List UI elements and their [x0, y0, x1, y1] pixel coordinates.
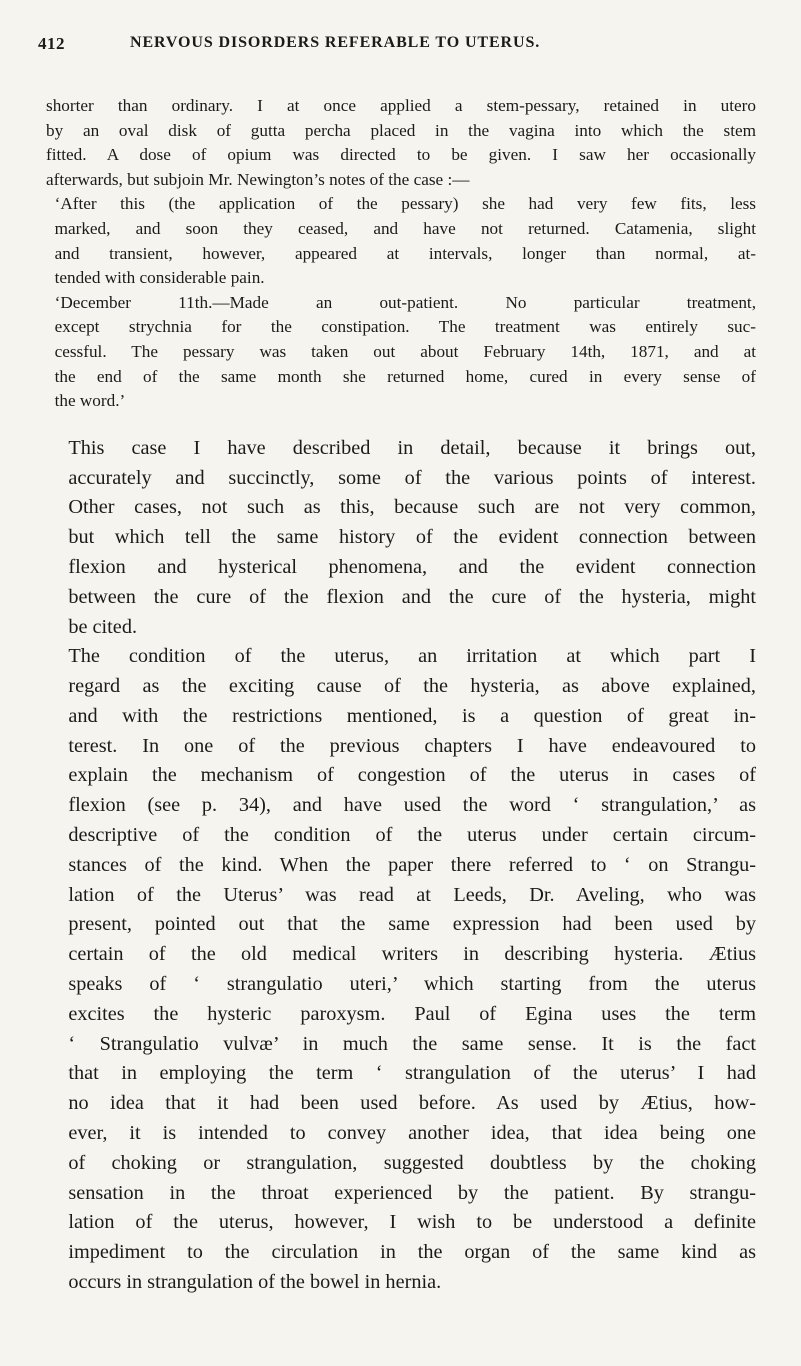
book-page: [38, 34, 756, 1298]
text-line: This case I have described in detail, because it brings out,: [68, 436, 756, 459]
text-line: stances of the kind. When the paper there referred to ‘ on Strangu-: [68, 853, 756, 876]
text-line: descriptive of the condition of the uterus under certain circum-: [68, 824, 756, 847]
text-line: occurs in strangulation of the bowel in hernia.: [68, 1271, 442, 1294]
text-line: excites the hysteric paroxysm. Paul of Egina uses the term: [68, 1002, 756, 1025]
text-line: flexion (see p. 34), and have used the word ‘ strangulation,’ as: [68, 794, 756, 817]
text-line: fitted. A dose of opium was directed to be given. I saw her occasionally: [46, 145, 756, 165]
running-title: NERVOUS DISORDERS REFERABLE TO UTERUS.: [130, 34, 541, 51]
text-line: that in employing the term ‘ strangulation of the uterus’ I had: [68, 1062, 756, 1085]
text-line: regard as the exciting cause of the hysteria, as above explained,: [68, 675, 756, 698]
text-line: and with the restrictions mentioned, is a question of great in-: [68, 704, 756, 727]
text-line: be cited.: [68, 615, 138, 638]
text-line: ‘After this (the application of the pessary) she had very few fits, less: [54, 194, 756, 214]
text-line: marked, and soon they ceased, and have not returned. Catamenia, slight: [54, 218, 756, 238]
text-line: ever, it is intended to convey another idea, that idea being one: [68, 1122, 756, 1145]
text-line: flexion and hysterical phenomena, and the evident connection: [68, 555, 756, 578]
text-line: the word.’: [54, 391, 126, 411]
text-line: sensation in the throat experienced by the patient. By strangu-: [68, 1181, 756, 1204]
text-line: present, pointed out that the same expression had been used by: [68, 913, 756, 936]
text-line: afterwards, but subjoin Mr. Newington’s notes of the case :—: [46, 169, 470, 189]
text-line: accurately and succinctly, some of the various points of interest.: [68, 466, 756, 489]
text-line: the end of the same month she returned home, cured in every sense of: [54, 366, 756, 386]
paragraph: [46, 94, 756, 192]
text-line: of choking or strangulation, suggested doubtless by the choking: [68, 1151, 756, 1174]
text-line: The condition of the uterus, an irritation at which part I: [68, 645, 756, 668]
text-line: by an oval disk of gutta percha placed in the vagina into which the stem: [46, 120, 756, 140]
text-line: lation of the uterus, however, I wish to be understood a definite: [68, 1211, 756, 1234]
text-line: no idea that it had been used before. As used by Ætius, how-: [68, 1092, 756, 1115]
paragraph: [46, 434, 756, 643]
main-text: [46, 434, 756, 1298]
text-line: terest. In one of the previous chapters I have endeavoured to: [68, 734, 756, 757]
text-line: speaks of ‘ strangulatio uteri,’ which starting from the uterus: [68, 973, 756, 996]
text-line: and transient, however, appeared at intervals, longer than normal, at-: [54, 243, 756, 263]
text-line: between the cure of the flexion and the cure of the hysteria, might: [68, 585, 756, 608]
text-line: tended with considerable pain.: [54, 268, 265, 288]
text-line: lation of the Uterus’ was read at Leeds, Dr. Aveling, who was: [68, 883, 756, 906]
page-number: 412: [38, 34, 65, 53]
case-notes: [46, 94, 756, 414]
paragraph: [46, 192, 756, 290]
text-line: cessful. The pessary was taken out about February 14th, 1871, and at: [54, 341, 756, 361]
paragraph: [46, 642, 756, 1298]
text-line: ‘December 11th.—Made an out-patient. No particular treatment,: [54, 292, 756, 312]
text-line: Other cases, not such as this, because such are not very common,: [68, 496, 756, 519]
text-line: but which tell the same history of the evident connection between: [68, 526, 756, 549]
text-line: shorter than ordinary. I at once applied a stem-pessary, retained in utero: [46, 96, 756, 115]
text-line: certain of the old medical writers in describing hysteria. Ætius: [68, 943, 756, 966]
running-header: [38, 34, 756, 64]
text-line: except strychnia for the constipation. The treatment was entirely suc-: [54, 317, 756, 337]
text-line: ‘ Strangulatio vulvæ’ in much the same sense. It is the fact: [68, 1032, 756, 1055]
paragraph: [46, 291, 756, 414]
text-line: impediment to the circulation in the organ of the same kind as: [68, 1241, 756, 1264]
text-line: explain the mechanism of congestion of the uterus in cases of: [68, 764, 756, 787]
